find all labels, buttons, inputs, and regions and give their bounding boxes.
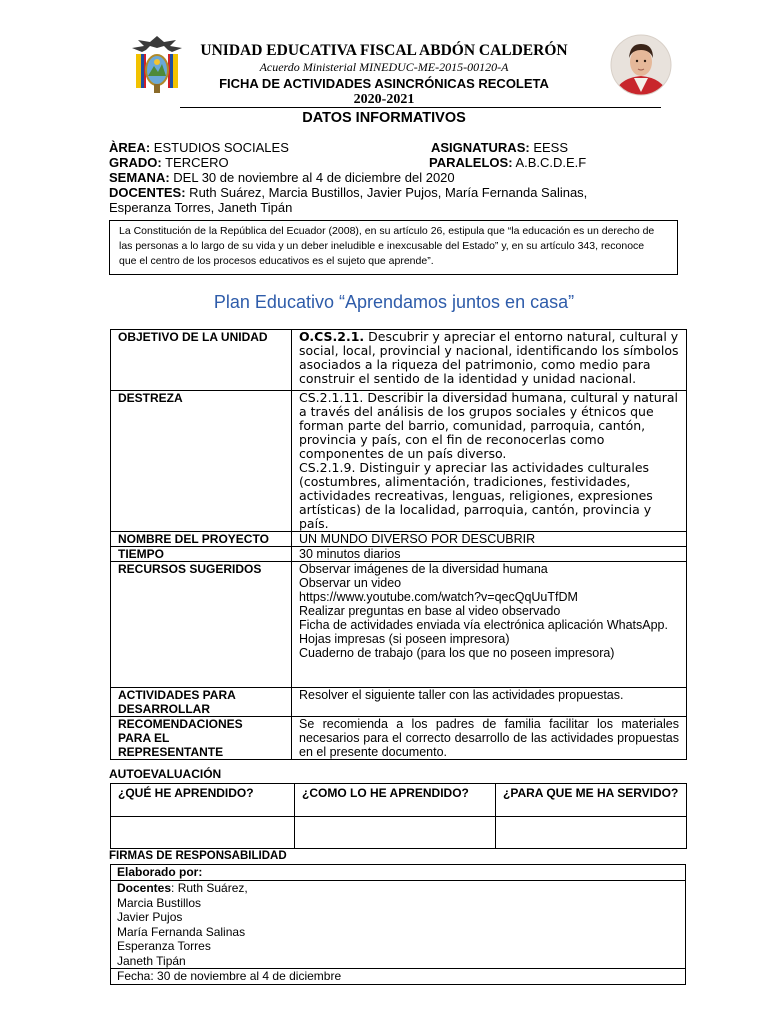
objetivo-code: O.CS.2.1. [299, 329, 365, 344]
table-row [111, 391, 687, 532]
quote-line: que el centro de los procesos educativos es el sujeto que aprende”. [119, 255, 434, 267]
table-row [111, 865, 686, 881]
recurso-item: Hojas impresas (si poseen impresora) [299, 632, 510, 646]
paralelos-field [429, 155, 586, 170]
objetivo-label: OBJETIVO DE LA UNIDAD [111, 330, 292, 391]
table-row [111, 547, 687, 562]
table-row [111, 817, 687, 849]
table-row [111, 688, 687, 717]
firmas-table [110, 864, 686, 985]
table-row [111, 881, 686, 969]
actividades-label [111, 688, 292, 717]
area-label: ÀREA: [109, 140, 151, 155]
school-year: 2020-2021 [353, 92, 415, 107]
recomendaciones-value: Se recomienda a los padres de familia facilitar los materiales necesarios para el correcto desarrollo de las actividades propuestas en el presente documento. [292, 717, 687, 760]
firmas-name: María Fernanda Salinas [117, 924, 246, 939]
plan-table [110, 329, 687, 760]
section-title: DATOS INFORMATIVOS [302, 110, 466, 126]
autoevaluacion-col-3: ¿PARA QUE ME HA SERVIDO? [496, 784, 687, 817]
actividades-label-line: DESARROLLAR [118, 702, 210, 716]
destreza-item: CS.2.1.9. Distinguir y apreciar las actividades culturales (costumbres, alimentación, tradiciones, festividades, actividades recreativas, lenguas, religiones, expresiones artísticas) de la localidad, parroquia, cantón, provincia y país. [299, 460, 653, 531]
recurso-item: Observar un video [299, 576, 402, 590]
proyecto-value: UN MUNDO DIVERSO POR DESCUBRIR [292, 532, 687, 547]
recursos-value [292, 562, 687, 688]
firmas-name: Esperanza Torres [117, 939, 211, 953]
firmas-name: Janeth Tipán [117, 953, 186, 968]
sheet-title: FICHA DE ACTIVIDADES ASINCRÓNICAS RECOLETA [219, 76, 549, 91]
info-row-semana [109, 170, 455, 185]
grado-field [109, 155, 229, 170]
table-row [111, 330, 687, 391]
actividades-label-line: ACTIVIDADES PARA [118, 688, 236, 702]
objetivo-value [292, 330, 687, 391]
firmas-name: Marcia Bustillos [117, 895, 202, 910]
autoevaluacion-answer-2[interactable] [295, 817, 496, 849]
firmas-docentes [111, 881, 686, 969]
semana-value: DEL 30 de noviembre al 4 de diciembre del 2020 [169, 170, 455, 185]
table-row [111, 717, 687, 760]
actividades-value: Resolver el siguiente taller con las actividades propuestas. [292, 688, 687, 717]
objetivo-text: Descubrir y apreciar el entorno natural, cultural y social, local, provincial y nacional, identificando los símbolos asociados a la riqueza del patrimonio, como medio para construir el sentido de la identidad y unidad nacional. [299, 329, 679, 386]
quote-line: las personas a lo largo de su vida y un deber ineludible e inexcusable del Estado” y, en su artículo 343, reconoce [119, 240, 645, 252]
area-value: ESTUDIOS SOCIALES [150, 140, 289, 155]
recurso-item: Realizar preguntas en base al video observado [299, 604, 561, 618]
destreza-label: DESTREZA [111, 391, 292, 532]
quote-line: La Constitución de la República del Ecuador (2008), en su artículo 26, estipula que “la educación es un derecho de [119, 225, 655, 237]
paralelos-label: PARALELOS: [429, 155, 513, 170]
table-row [111, 532, 687, 547]
info-row-docentes [109, 185, 709, 200]
tiempo-label: TIEMPO [111, 547, 292, 562]
autoevaluacion-answer-1[interactable] [111, 817, 295, 849]
recurso-link[interactable]: https://www.youtube.com/watch?v=qecQqUuTfDM [299, 590, 578, 604]
constitution-quote-box [109, 220, 678, 275]
autoevaluacion-col-1: ¿QUÉ HE APRENDIDO? [111, 784, 295, 817]
firmas-label: FIRMAS DE RESPONSABILIDAD [109, 850, 287, 862]
docentes-value-continued: Esperanza Torres, Janeth Tipán [109, 200, 293, 215]
recomendaciones-label-line: PARA EL [118, 731, 170, 745]
ministerial-agreement: Acuerdo Ministerial MINEDUC-ME-2015-00120-A [259, 60, 509, 74]
semana-label: SEMANA: [109, 170, 170, 185]
firmas-docentes-first-name: : Ruth Suárez, [171, 881, 248, 895]
autoevaluacion-col-2: ¿COMO LO HE APRENDIDO? [295, 784, 496, 817]
firmas-fecha: Fecha: 30 de noviembre al 4 de diciembre [111, 969, 686, 985]
recurso-item: Observar imágenes de la diversidad humana [299, 562, 548, 576]
table-row [111, 784, 687, 817]
autoevaluacion-answer-3[interactable] [496, 817, 687, 849]
area-field [109, 140, 289, 155]
paralelos-value: A.B.C.D.E.F [512, 155, 587, 170]
plan-title: Plan Educativo “Aprendamos juntos en casa” [213, 292, 575, 312]
firmas-docentes-first [117, 881, 679, 896]
recurso-item: Ficha de actividades enviada vía electrónica aplicación WhatsApp. [299, 618, 668, 632]
recomendaciones-label-line: REPRESENTANTE [118, 745, 224, 759]
autoevaluacion-table [110, 783, 687, 849]
table-row [111, 562, 687, 688]
school-name: UNIDAD EDUCATIVA FISCAL ABDÓN CALDERÓN [200, 42, 568, 59]
table-row [111, 969, 686, 985]
recomendaciones-label-line: RECOMENDACIONES [118, 717, 243, 731]
autoevaluacion-label: AUTOEVALUACIÓN [109, 767, 222, 781]
tiempo-value: 30 minutos diarios [292, 547, 687, 562]
recursos-label: RECURSOS SUGERIDOS [111, 562, 292, 688]
firmas-name: Javier Pujos [117, 910, 183, 924]
destreza-item: CS.2.1.11. Describir la diversidad humana, cultural y natural a través del análisis de los grupos sociales y étnicos que forman parte del barrio, comunidad, parroquia, cantón, provincia y país, con el fin de reconocerlas como componentes de un país diverso. [299, 390, 678, 461]
grado-label: GRADO: [109, 155, 162, 170]
recomendaciones-label [111, 717, 292, 760]
header-divider [180, 107, 661, 108]
docentes-value: Ruth Suárez, Marcia Bustillos, Javier Pujos, María Fernanda Salinas, [185, 185, 588, 200]
destreza-value [292, 391, 687, 532]
recurso-item: Cuaderno de trabajo (para los que no poseen impresora) [299, 646, 615, 660]
asignaturas-field [431, 140, 568, 155]
grado-value: TERCERO [161, 155, 229, 170]
proyecto-label: NOMBRE DEL PROYECTO [111, 532, 292, 547]
asignaturas-label: ASIGNATURAS: [431, 140, 530, 155]
docentes-label: DOCENTES: [109, 185, 186, 200]
asignaturas-value: EESS [529, 140, 568, 155]
firmas-docentes-label: Docentes [117, 881, 172, 895]
elaborado-por: Elaborado por: [111, 865, 686, 881]
